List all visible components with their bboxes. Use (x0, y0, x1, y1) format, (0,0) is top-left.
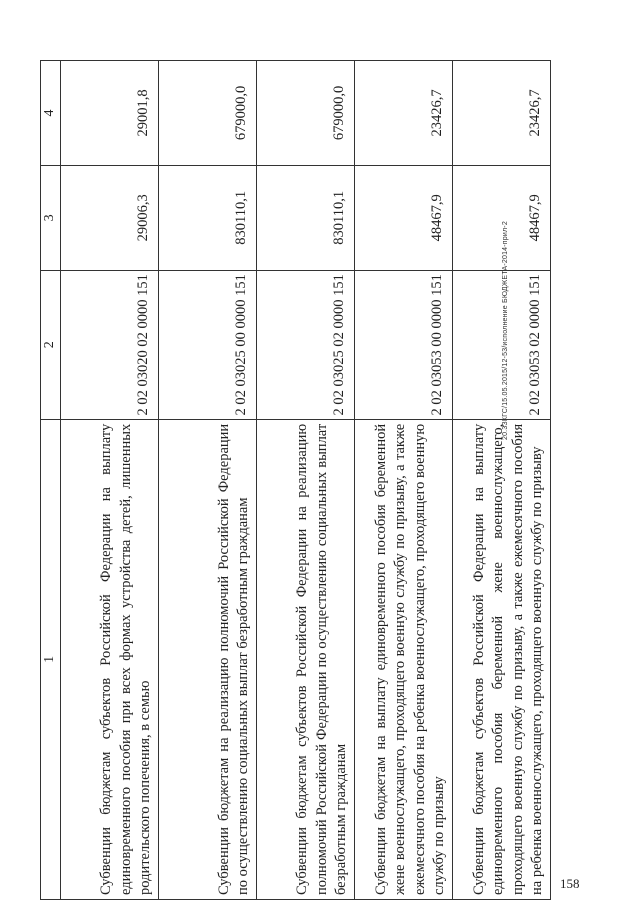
row-code: 2 02 03053 00 0000 151 (354, 270, 452, 419)
row-value-col3: 830110,1 (256, 165, 354, 270)
table-row (452, 61, 550, 900)
row-code: 2 02 03025 00 0000 151 (158, 270, 256, 419)
table-row (354, 61, 452, 900)
page-number: 158 (560, 876, 580, 891)
header-row (41, 61, 61, 900)
table-row (158, 61, 256, 900)
table-row (256, 61, 354, 900)
row-value-col4: 29001,8 (60, 61, 158, 166)
row-code: 2 02 03025 02 0000 151 (256, 270, 354, 419)
row-value-col4: 679000,0 (158, 61, 256, 166)
table-row (60, 61, 158, 900)
rotated-page-content (40, 60, 600, 900)
header-col-3: 3 (41, 165, 61, 270)
row-code: 2 02 03020 02 0000 151 (60, 270, 158, 419)
row-value-col3: 29006,3 (60, 165, 158, 270)
row-value-col3: 830110,1 (158, 165, 256, 270)
row-description: Субвенции бюджетам субъектов Российской Федерации на выплату единовременного пособия беременной жене военнослужащего, проходящего военную службу по призыву, а также ежемесячного пособия на ребенка военнослужащего, проходящего военную службу по призыву (452, 419, 550, 899)
header-col-4: 4 (41, 61, 61, 166)
row-description: Субвенции бюджетам на выплату единовременного пособия беременной жене военнослужащего, проходящего военную службу по призыву, а также ежемесячного пособия на ребенка военнослужащего, проходящего военную службу по призыву (354, 419, 452, 899)
row-description: Субвенции бюджетам субъектов Российской Федерации на выплату единовременного пособия при всех формах устройства детей, лишенных родительского попечения, в семью (60, 419, 158, 899)
row-description: Субвенции бюджетам на реализацию полномочий Российской Федерации по осуществлению социальных выплат безработным гражданам (158, 419, 256, 899)
file-path-footer: 20.3ЗКГС/15.05.2015/12-53/исполнение БЮДЖЕТА-2014-прил-2 (502, 221, 509, 440)
budget-table (40, 60, 551, 900)
row-value-col3: 48467,9 (354, 165, 452, 270)
row-value-col4: 23426,7 (452, 61, 550, 166)
row-description: Субвенции бюджетам субъектов Российской Федерации на реализацию полномочий Российской Федерации по осуществлению социальных выплат безработным гражданам (256, 419, 354, 899)
row-value-col4: 679000,0 (256, 61, 354, 166)
header-col-1: 1 (41, 419, 61, 899)
row-value-col3: 48467,9 (452, 165, 550, 270)
row-code: 2 02 03053 02 0000 151 (452, 270, 550, 419)
header-col-2: 2 (41, 270, 61, 419)
row-value-col4: 23426,7 (354, 61, 452, 166)
